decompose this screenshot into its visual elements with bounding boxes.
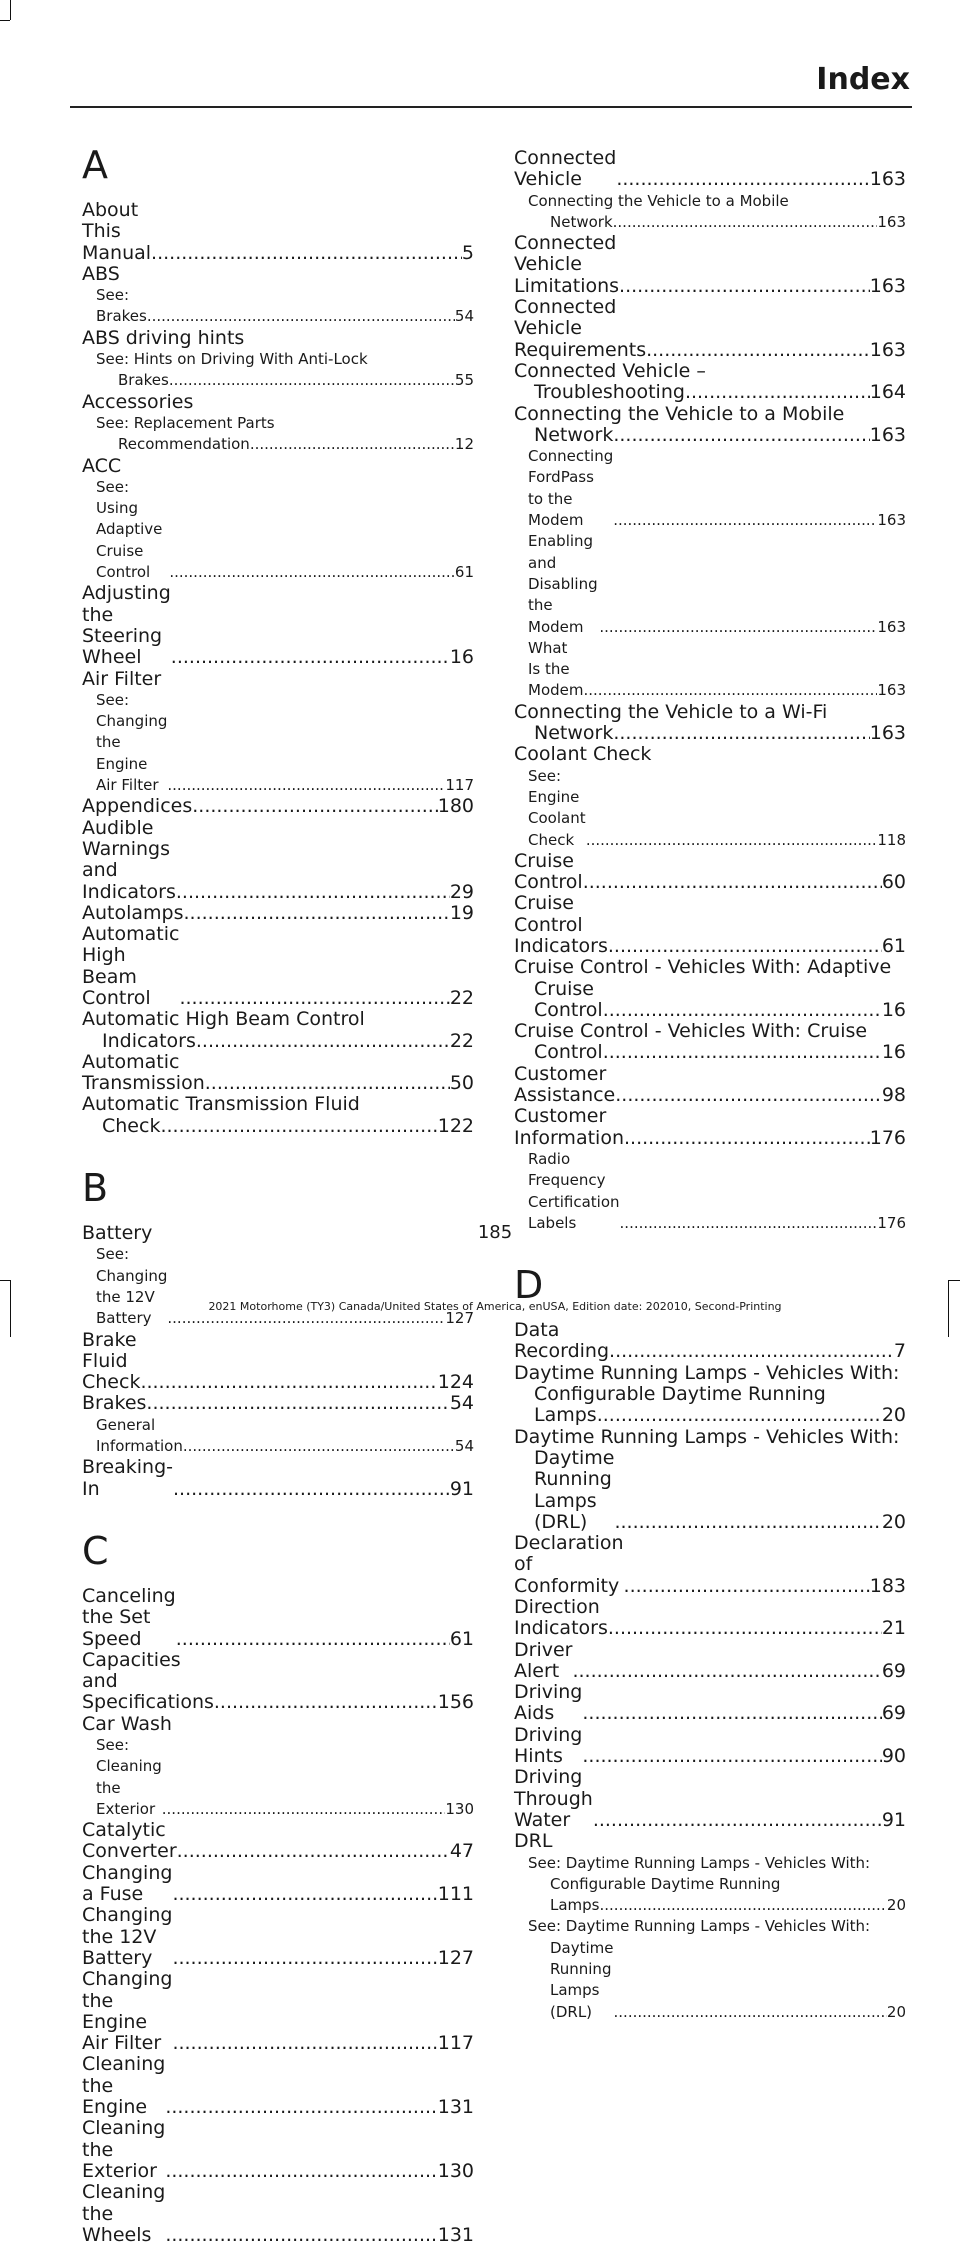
index-entry: Cleaning the Exterior ..... 130 [82,2118,474,2182]
index-entry: Control ..... 16 [514,1042,906,1063]
page-ref[interactable]: 163 [869,722,906,745]
index-subentry: Connecting the Vehicle to a Mobile [528,191,789,210]
index-subentry: See: Engine Coolant Check ..... 118 [514,766,906,851]
index-entry: Cruise Control Indicators ..... 61 [514,893,906,957]
index-entry: Appendices ..... 180 [82,796,474,817]
page-ref[interactable]: 5 [461,241,474,264]
index-heading: ABS [82,262,120,285]
page-ref[interactable]: 163 [877,617,906,636]
index-subentry: Daytime Running Lamps (DRL) ..... 20 [514,1938,906,2023]
index-entry: Driving Aids ..... 69 [514,1682,906,1725]
page-ref[interactable]: 29 [449,880,474,903]
index-entry: Customer Assistance ..... 98 [514,1064,906,1107]
index-column-left [82,134,474,2246]
index-subentry: What Is the Modem ..... 163 [514,638,906,702]
page-ref[interactable]: 22 [449,1029,474,1052]
page-ref[interactable]: 117 [445,776,474,795]
index-heading: ABS driving hints [82,326,245,349]
index-subentry: See: Brakes ..... 54 [82,285,474,328]
page-ref[interactable]: 127 [437,1946,474,1969]
index-subentry: See: Cleaning the Exterior ..... 130 [82,1735,474,1820]
index-entry: Driver Alert ..... 69 [514,1640,906,1683]
page-ref[interactable]: 20 [881,1510,906,1533]
index-entry: Connected Vehicle Requirements ..... 163 [514,297,906,361]
index-heading: Connecting the Vehicle to a Wi-Fi [514,700,828,723]
page-ref[interactable]: 118 [877,830,906,849]
page-ref[interactable]: 20 [886,2002,906,2021]
page-ref[interactable]: 61 [454,563,474,582]
index-subentry: See: Changing the 12V Battery ..... 127 [82,1244,474,1329]
index-entry: Network ..... 163 [514,425,906,446]
index-entry: Driving Hints ..... 90 [514,1725,906,1768]
page-ref[interactable]: 176 [877,1213,906,1232]
index-subentry: Radio Frequency Certification Labels ..... 176 [514,1149,906,1234]
page-ref[interactable]: 130 [437,2159,474,2182]
page-ref[interactable]: 21 [881,1617,906,1640]
page-ref[interactable]: 91 [881,1808,906,1831]
crop-mark [10,0,11,20]
index-subentry: See: Changing the Engine Air Filter ..... 117 [82,690,474,796]
index-column-right [514,148,906,2023]
index-entry: Breaking-In ..... 91 [82,1457,474,1500]
page-ref[interactable]: 61 [449,1627,474,1650]
index-subentry: General Information ..... 54 [82,1415,474,1458]
page-ref[interactable]: 164 [869,381,906,404]
index-heading: Coolant Check [514,743,652,766]
index-heading: Accessories [82,390,194,413]
index-entry: Connected Vehicle Limitations ..... 163 [514,233,906,297]
section-letter-b: B [82,1166,109,1211]
page-ref[interactable]: 54 [449,1392,474,1415]
index-heading: Automatic Transmission Fluid [82,1093,360,1116]
page-ref[interactable]: 163 [877,681,906,700]
index-heading: Daytime Running Lamps - Vehicles With: [514,1425,900,1448]
index-entry: Autolamps ..... 19 [82,903,474,924]
page-ref[interactable]: 163 [869,338,906,361]
page-ref[interactable]: 61 [881,934,906,957]
index-entry: Network ..... 163 [514,723,906,744]
page-ref[interactable]: 54 [454,1437,474,1456]
index-entry: Catalytic Converter ..... 47 [82,1820,474,1863]
index-entry: Connected Vehicle ..... 163 [514,148,906,191]
crop-mark [0,1280,10,1281]
page-ref[interactable]: 122 [437,1114,474,1137]
index-entry: Indicators ..... 22 [82,1031,474,1052]
index-heading: Battery [82,1222,153,1245]
index-subentry: Enabling and Disabling the Modem ..... 163 [514,531,906,637]
page-number: 185 [477,1222,513,1243]
page-ref[interactable]: 69 [881,1659,906,1682]
page-ref[interactable]: 163 [869,423,906,446]
page-ref[interactable]: 60 [881,871,906,894]
page-ref[interactable]: 16 [449,646,474,669]
page-ref[interactable]: 91 [449,1477,474,1500]
index-heading: Daytime Running Lamps - Vehicles With: [514,1361,900,1384]
index-heading: Configurable Daytime Running [534,1383,826,1406]
page-ref[interactable]: 19 [449,901,474,924]
page-ref[interactable]: 127 [445,1309,474,1328]
crop-mark [0,20,10,21]
index-entry: Canceling the Set Speed ..... 61 [82,1586,474,1650]
index-entry: Brake Fluid Check ..... 124 [82,1330,474,1394]
index-entry: Customer Information ..... 176 [514,1106,906,1149]
index-heading: Cruise Control - Vehicles With: Cruise [514,1020,868,1043]
page-ref[interactable]: 130 [445,1799,474,1818]
index-entry: Changing a Fuse ..... 111 [82,1863,474,1906]
index-heading: Car Wash [82,1712,172,1735]
page-ref[interactable]: 16 [881,1041,906,1064]
index-entry: Troubleshooting ..... 164 [514,382,906,403]
index-subentry: Recommendation ..... 12 [82,434,474,455]
page-ref[interactable]: 47 [449,1840,474,1863]
index-heading: Connecting the Vehicle to a Mobile [514,402,845,425]
index-entry: Adjusting the Steering Wheel ..... 16 [82,583,474,668]
page-ref[interactable]: 156 [437,1691,474,1714]
section-letter-d: D [514,1263,544,1308]
index-subentry: See: Replacement Parts [96,413,275,432]
page-ref[interactable]: 20 [886,1896,906,1915]
page-ref[interactable]: 50 [449,1072,474,1095]
index-heading: Cruise Control - Vehicles With: Adaptive [514,956,892,979]
page-ref[interactable]: 98 [881,1084,906,1107]
index-subentry: Configurable Daytime Running [550,1874,781,1893]
index-entry: Capacities and Specifications ..... 156 [82,1650,474,1714]
index-entry: Changing the 12V Battery ..... 127 [82,1905,474,1969]
index-entry: Automatic High Beam Control ..... 22 [82,924,474,1009]
index-subentry: Lamps ..... 20 [514,1895,906,1916]
index-entry: Declaration of Conformity ..... 183 [514,1533,906,1597]
page-ref[interactable]: 163 [869,274,906,297]
page-ref[interactable]: 22 [449,986,474,1009]
page-ref[interactable]: 12 [454,435,474,454]
index-subentry: Network ..... 163 [514,212,906,233]
page-ref[interactable]: 163 [877,511,906,530]
index-subentry: Brakes ..... 55 [82,370,474,391]
page-ref[interactable]: 163 [869,168,906,191]
index-entry: Cruise Control ..... 60 [514,851,906,894]
page-ref[interactable]: 131 [437,2096,474,2119]
section-letter-c: C [82,1528,109,1573]
index-entry: Cleaning the Wheels ..... 131 [82,2182,474,2246]
page-ref[interactable]: 131 [437,2223,474,2246]
index-entry: Driving Through Water ..... 91 [514,1767,906,1831]
index-entry: Data Recording ..... 7 [514,1320,906,1363]
page-ref[interactable]: 163 [877,212,906,231]
index-subentry: See: Hints on Driving With Anti-Lock [96,350,368,369]
page-ref[interactable]: 69 [881,1702,906,1725]
page-ref[interactable]: 7 [893,1340,906,1363]
page-ref[interactable]: 111 [437,1883,474,1906]
index-subentry: See: Daytime Running Lamps - Vehicles With: [528,1917,871,1936]
page-ref[interactable]: 16 [881,998,906,1021]
index-subentry: See: Daytime Running Lamps - Vehicles With: [528,1853,871,1872]
page-ref[interactable]: 90 [881,1745,906,1768]
footer-text: 2021 Motorhome (TY3) Canada/United States of America, enUSA, Edition date: 202010, Second-Printing [208,1300,782,1313]
index-entry: Audible Warnings and Indicators ..... 29 [82,818,474,903]
index-heading: DRL [514,1830,553,1853]
page-ref[interactable]: 20 [881,1404,906,1427]
page-ref[interactable]: 117 [437,2032,474,2055]
index-entry: Check ..... 122 [82,1116,474,1137]
page-ref[interactable]: 54 [454,307,474,326]
index-heading: Connected Vehicle – [514,359,706,382]
index-entry: Cleaning the Engine ..... 131 [82,2054,474,2118]
index-entry: Direction Indicators ..... 21 [514,1597,906,1640]
page-ref[interactable]: 180 [437,795,474,818]
index-entry: Lamps ..... 20 [514,1405,906,1426]
index-heading: Automatic High Beam Control [82,1008,365,1031]
index-entry: Automatic Transmission ..... 50 [82,1052,474,1095]
page-ref[interactable]: 124 [437,1371,474,1394]
page-title: Index [816,62,910,97]
index-heading: Air Filter [82,667,162,690]
index-heading: ACC [82,454,122,477]
page-ref[interactable]: 55 [454,371,474,390]
index-entry: Cruise Control ..... 16 [514,979,906,1022]
index-subentry: See: Using Adaptive Cruise Control ..... 61 [82,477,474,583]
page-ref[interactable]: 183 [869,1574,906,1597]
index-entry: Brakes ..... 54 [82,1393,474,1414]
index-entry: Changing the Engine Air Filter ..... 117 [82,1969,474,2054]
header-rule [70,106,912,108]
index-subentry: Connecting FordPass to the Modem ..... 163 [514,446,906,531]
index-entry: Daytime Running Lamps (DRL) ..... 20 [514,1448,906,1533]
section-letter-a: A [82,143,108,187]
page-ref[interactable]: 176 [869,1126,906,1149]
index-entry: About This Manual ..... 5 [82,200,474,264]
crop-mark [948,1280,960,1281]
